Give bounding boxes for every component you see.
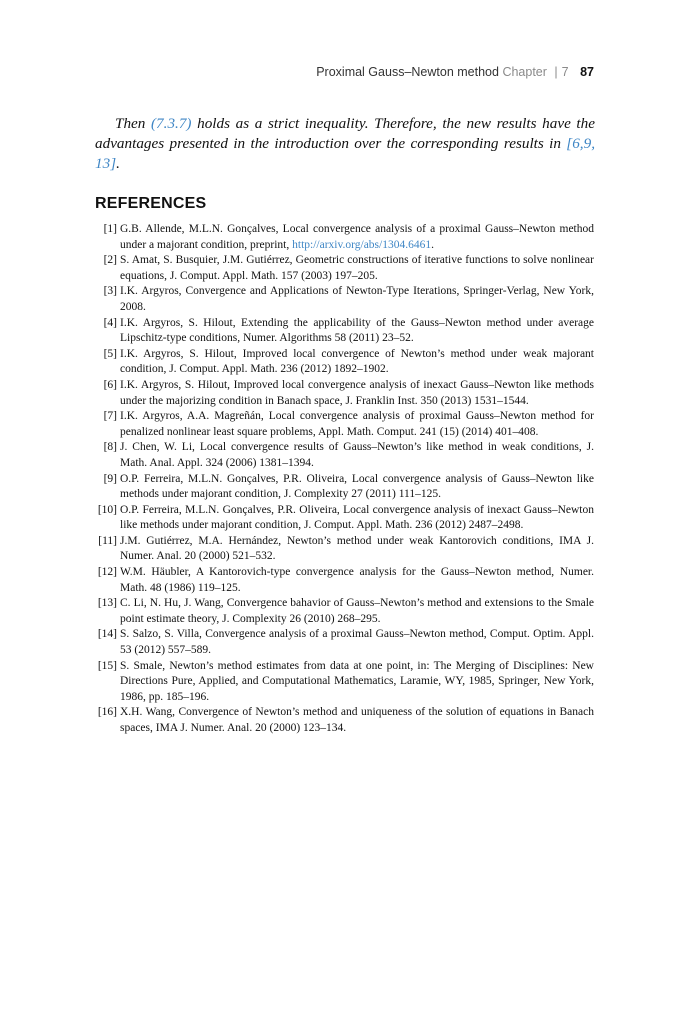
page-number: 87: [580, 65, 594, 79]
reference-number: [11]: [98, 534, 117, 547]
reference-text: S. Amat, S. Busquier, J.M. Gutiérrez, Geometric constructions of iterative functions to solve nonlinear equations, J. Comput. Appl. Math. 157 (2003) 197–205.: [120, 254, 594, 282]
reference-item: [95, 440, 594, 471]
reference-item: [95, 659, 594, 706]
reference-item: [95, 596, 594, 627]
reference-item: [95, 409, 594, 440]
reference-number: [4]: [103, 316, 117, 329]
reference-item: [95, 627, 594, 658]
reference-number: [13]: [97, 597, 117, 610]
reference-list: [95, 222, 594, 737]
running-title: Proximal Gauss–Newton method: [316, 65, 499, 79]
reference-text: I.K. Argyros, S. Hilout, Improved local convergence of Newton’s method under weak majorant condition, J. Comput. Appl. Math. 236 (2012) 1892–1902.: [120, 347, 594, 376]
chapter-number: 7: [561, 65, 569, 79]
reference-number: [14]: [97, 628, 117, 641]
reference-text: J. Chen, W. Li, Local convergence results of Gauss–Newton’s like method in weak conditions, J. Math. Anal. Appl. 324 (2006) 1381–1394.: [120, 441, 594, 469]
reference-item: [95, 503, 594, 534]
reference-number: [15]: [97, 659, 117, 672]
reference-item: [95, 705, 594, 736]
reference-number: [10]: [97, 503, 117, 516]
chapter-label: Chapter: [502, 65, 547, 79]
reference-item: [95, 222, 594, 253]
reference-number: [3]: [103, 285, 117, 298]
reference-item: [95, 253, 594, 284]
reference-item: [95, 316, 594, 347]
references-heading: REFERENCES: [95, 195, 207, 212]
intro-text-end: .: [116, 155, 120, 172]
reference-text-tail: .: [431, 238, 434, 251]
reference-text: I.K. Argyros, A.A. Magreñán, Local convergence analysis of proximal Gauss–Newton method for penalized nonlinear least square problems, Appl. Math. Comput. 241 (15) (2014) 401–408.: [120, 410, 594, 438]
reference-number: [9]: [103, 472, 117, 485]
reference-number: [7]: [103, 410, 117, 423]
intro-paragraph: [95, 114, 595, 174]
reference-text: X.H. Wang, Convergence of Newton’s method and uniqueness of the solution of equations in Banach spaces, IMA J. Numer. Anal. 20 (2000) 123–134.: [120, 706, 594, 734]
header-separator: |: [554, 65, 558, 79]
intro-text-middle: holds as a strict inequality. Therefore, the new results have the advantages presented in the introduction over the corresponding results in: [95, 115, 595, 152]
reference-number: [6]: [103, 378, 117, 391]
reference-text: S. Smale, Newton’s method estimates from data at one point, in: The Merging of Disciplines: New Directions Pure, Applied, and Computational Mathematics, Laramie, WY, 1985, Springer, New York, 1986, pp. 185–196.: [120, 659, 594, 703]
citation-link[interactable]: [6,9, 13]: [95, 135, 595, 172]
reference-text: G.B. Allende, M.L.N. Gonçalves, Local convergence analysis of a proximal Gauss–Newton method under a majorant condition, preprint,: [120, 223, 594, 251]
reference-text: O.P. Ferreira, M.L.N. Gonçalves, P.R. Oliveira, Local convergence analysis of inexact Gauss–Newton like methods under majorant condition, J. Comput. Appl. Math. 236 (2012) 2487–2498.: [120, 503, 594, 532]
reference-item: [95, 284, 594, 315]
reference-item: [95, 534, 594, 565]
reference-item: [95, 565, 594, 596]
reference-text: W.M. Häubler, A Kantorovich-type convergence analysis for the Gauss–Newton method, Numer. Math. 48 (1986) 119–125.: [120, 566, 594, 594]
reference-number: [8]: [103, 441, 117, 454]
equation-reference-link[interactable]: (7.3.7): [151, 115, 192, 132]
reference-text: I.K. Argyros, Convergence and Applications of Newton-Type Iterations, Springer-Verlag, New York, 2008.: [120, 285, 594, 313]
intro-text-start: Then: [115, 115, 151, 132]
running-header: [316, 65, 594, 79]
reference-text: C. Li, N. Hu, J. Wang, Convergence bahavior of Gauss–Newton’s method and extensions to the Smale point estimate theory, J. Complexity 26 (2010) 268–295.: [120, 597, 594, 625]
reference-text: I.K. Argyros, S. Hilout, Extending the applicability of the Gauss–Newton method under average Lipschitz-type conditions, Numer. Algorithms 58 (2011) 23–52.: [120, 316, 594, 345]
reference-number: [16]: [97, 706, 117, 719]
reference-item: [95, 347, 594, 378]
reference-number: [1]: [103, 223, 117, 235]
reference-item: [95, 378, 594, 409]
reference-item: [95, 472, 594, 503]
reference-number: [2]: [103, 254, 117, 267]
reference-text: J.M. Gutiérrez, M.A. Hernández, Newton’s method under weak Kantorovich conditions, IMA J. Numer. Anal. 20 (2000) 521–532.: [120, 534, 594, 563]
reference-text: O.P. Ferreira, M.L.N. Gonçalves, P.R. Oliveira, Local convergence analysis of Gauss–Newton like methods under majorant condition, J. Complexity 27 (2011) 111–125.: [120, 472, 594, 501]
reference-url-link[interactable]: http://arxiv.org/abs/1304.6461: [292, 238, 432, 251]
reference-number: [5]: [103, 347, 117, 360]
reference-text: S. Salzo, S. Villa, Convergence analysis of a proximal Gauss–Newton method, Comput. Optim. Appl. 53 (2012) 557–589.: [120, 628, 594, 657]
reference-number: [12]: [97, 566, 117, 579]
reference-text: I.K. Argyros, S. Hilout, Improved local convergence analysis of inexact Gauss–Newton like methods under the majorizing condition in Banach space, J. Franklin Inst. 350 (2013) 1531–1544.: [120, 378, 594, 407]
